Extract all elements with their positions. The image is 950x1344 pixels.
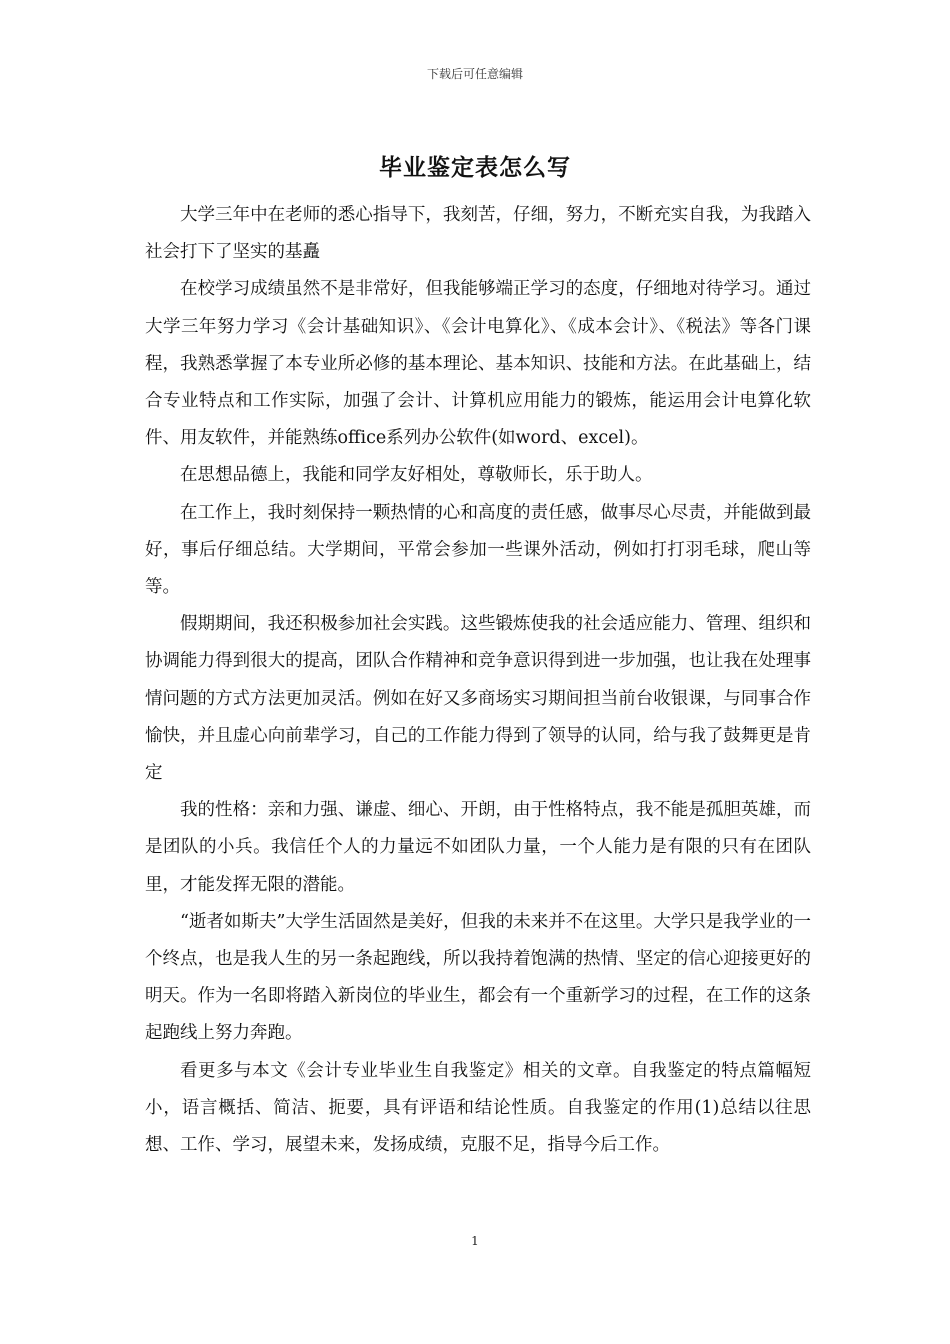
paragraph-2: 在校学习成绩虽然不是非常好，但我能够端正学习的态度，仔细地对待学习。通过大学三年努力学习《会计基础知识》、《会计电算化》、《成本会计》、《税法》等各门课程，我熟悉掌握了本专业所必修的基本理论、基本知识、技能和方法。在此基础上，结合专业特点和工作实际，加强了会计、计算机应用能力的锻炼，能运用会计电算化软件、用友软件，并能熟练office系列办公软件(如word、excel)。 [145,279,811,449]
paragraph-3: 在思想品德上，我能和同学友好相处，尊敬师长，乐于助人。 [180,465,653,486]
paragraph-7: “逝者如斯夫”大学生活固然是美好，但我的未来并不在这里。大学只是我学业的一个终点，也是我人生的另一条起跑线，所以我持着饱满的热情、坚定的信心迎接更好的明天。作为一名即将踏入新岗位的毕业生，都会有一个重新学习的过程，在工作的这条起跑线上努力奔跑。 [145,911,811,1044]
paragraph-1: 大学三年中在老师的悉心指导下，我刻苦，仔细，努力，不断充实自我，为我踏入社会打下了坚实的基矗 [145,205,811,263]
paragraph-5: 假期期间，我还积极参加社会实践。这些锻炼使我的社会适应能力、管理、组织和协调能力得到很大的提高，团队合作精神和竞争意识得到进一步加强，也让我在处理事情问题的方式方法更加灵活。例如在好又多商场实习期间担当前台收银课，与同事合作愉快，并且虚心向前辈学习，自己的工作能力得到了领导的认同，给与我了鼓舞更是肯定 [145,614,811,784]
paragraph-8: 看更多与本文《会计专业毕业生自我鉴定》相关的文章。自我鉴定的特点篇幅短小，语言概括、简洁、扼要，具有评语和结论性质。自我鉴定的作用(1)总结以往思想、工作、学习，展望未来，发扬成绩，克服不足，指导今后工作。 [145,1060,811,1156]
paragraph-4: 在工作上，我时刻保持一颗热情的心和高度的责任感，做事尽心尽责，并能做到最好，事后仔细总结。大学期间，平常会参加一些课外活动，例如打打羽毛球，爬山等等。 [145,502,811,598]
page-number: 1 [471,1234,479,1248]
document-body [145,197,811,1164]
header-note: 下载后可任意编辑 [426,67,523,81]
paragraph-6: 我的性格：亲和力强、谦虚、细心、开朗，由于性格特点，我不能是孤胆英雄，而是团队的小兵。我信任个人的力量远不如团队力量，一个人能力是有限的只有在团队里，才能发挥无限的潜能。 [145,800,811,895]
document-title: 毕业鉴定表怎么写 [379,155,571,181]
